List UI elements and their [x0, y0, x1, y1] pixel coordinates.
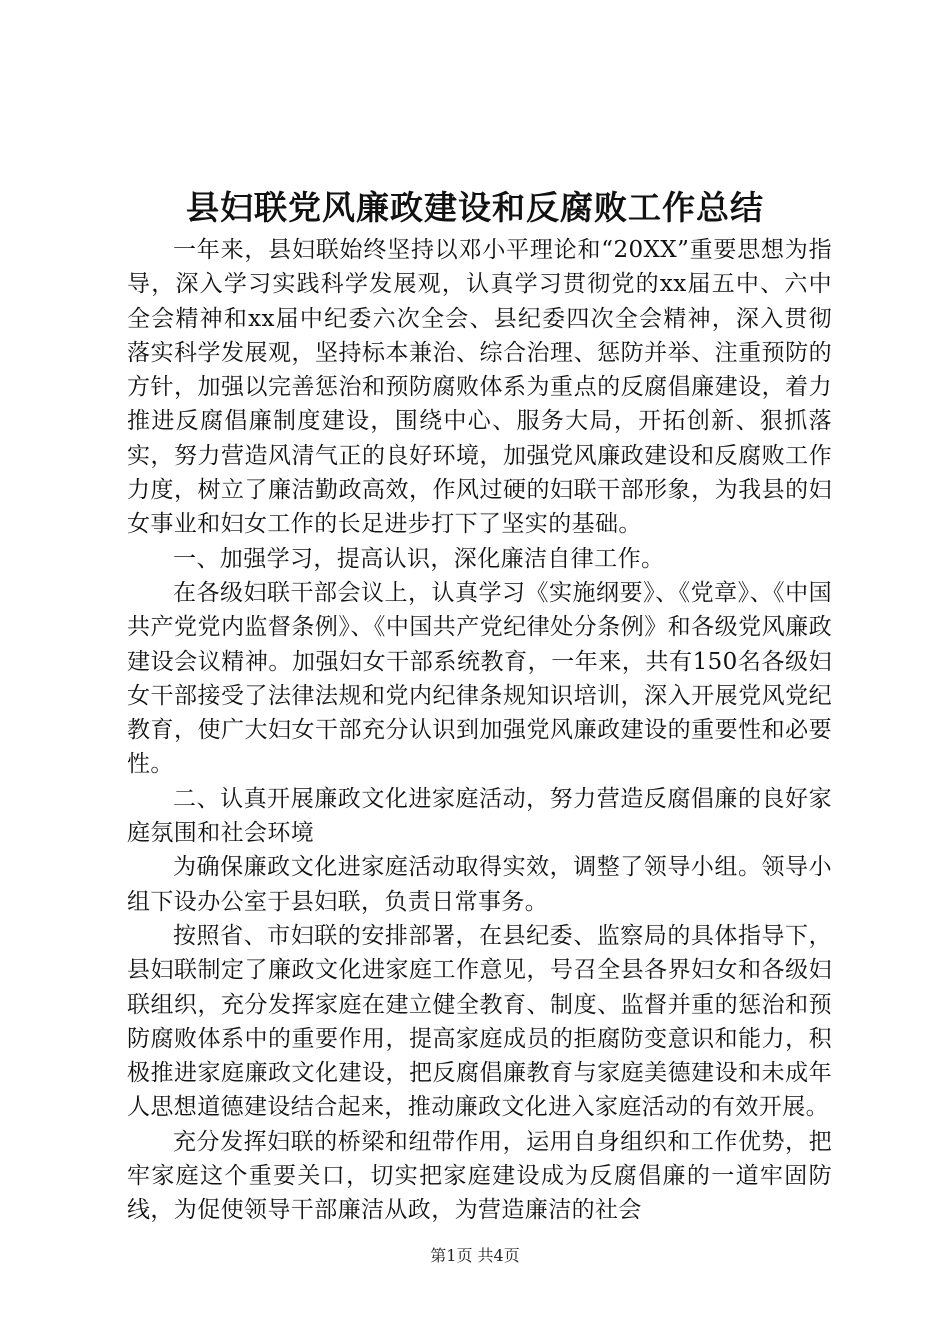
section-heading-1: 一、加强学习，提高认识，深化廉洁自律工作。 [173, 545, 665, 572]
paragraph-leadership-group: 为确保廉政文化进家庭活动取得实效，调整了领导小组。领导小组下设办公室于县妇联，负责日常事务。 [127, 854, 832, 915]
page-number-footer: 第1页 共4页 [430, 1246, 520, 1265]
document-body [127, 233, 832, 1228]
paragraph-bridge-role: 充分发挥妇联的桥梁和纽带作用，运用自身组织和工作优势，把牢家庭这个重要关口，切实把家庭建设成为反腐倡廉的一道牢固防线，为促使领导干部廉洁从政，为营造廉洁的社会 [127, 1128, 832, 1224]
section-heading-2: 二、认真开展廉政文化进家庭活动，努力营造反腐倡廉的良好家庭氛围和社会环境 [127, 785, 832, 847]
paragraph-arrangement: 按照省、市妇联的安排部署，在县纪委、监察局的具体指导下，县妇联制定了廉政文化进家庭工作意见，号召全县各界妇女和各级妇联组织，充分发挥家庭在建立健全教育、制度、监督并重的惩治和预防腐败体系中的重要作用，提高家庭成员的拒腐防变意识和能力，积极推进家庭廉政文化建设，把反腐倡廉教育与家庭美德建设和未成年人思想道德建设结合起来，推动廉政文化进入家庭活动的有效开展。 [127, 922, 832, 1121]
paragraph-study: 在各级妇联干部会议上，认真学习《实施纲要》、《党章》、《中国共产党党内监督条例》、《中国共产党纪律处分条例》和各级党风廉政建设会议精神。加强妇女干部系统教育，一年来，共有150名各级妇女干部接受了法律法规和党内纪律条规知识培训，深入开展党风党纪教育，使广大妇女干部充分认识到加强党风廉政建设的重要性和必要性。 [127, 579, 832, 778]
paragraph-intro: 一年来，县妇联始终坚持以邓小平理论和“20XX”重要思想为指导，深入学习实践科学发展观，认真学习贯彻党的xx届五中、六中全会精神和xx届中纪委六次全会、县纪委四次全会精神，深入贯彻落实科学发展观，坚持标本兼治、综合治理、惩防并举、注重预防的方针，加强以完善惩治和预防腐败体系为重点的反腐倡廉建设，着力推进反腐倡廉制度建设，围绕中心、服务大局，开拓创新、狠抓落实，努力营造风清气正的良好环境，加强党风廉政建设和反腐败工作力度，树立了廉洁勤政高效，作风过硬的妇联干部形象，为我县的妇女事业和妇女工作的长足进步打下了坚实的基础。 [127, 237, 832, 538]
document-title: 县妇联党风廉政建设和反腐败工作总结 [186, 188, 764, 227]
